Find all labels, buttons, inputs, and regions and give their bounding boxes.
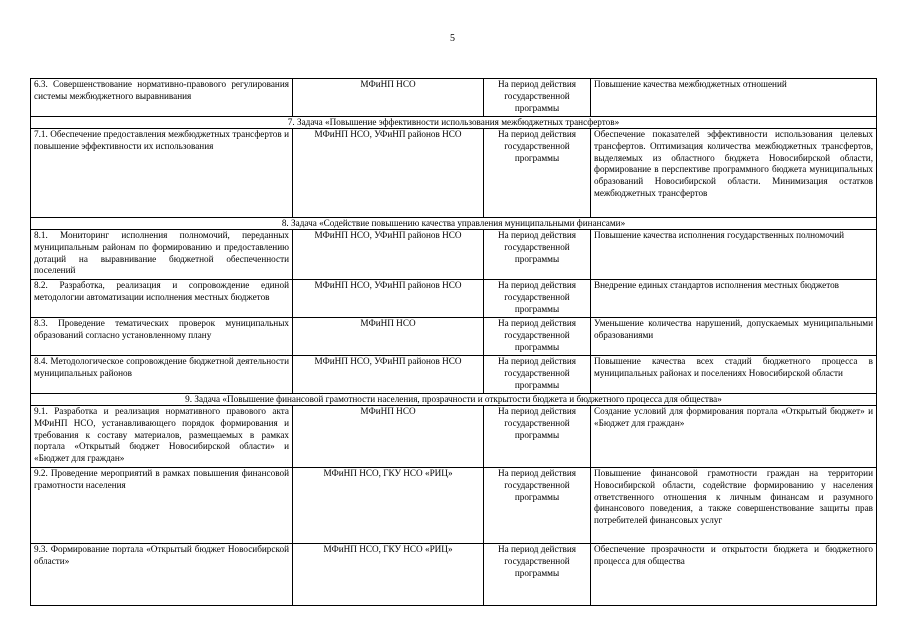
table-row <box>31 406 877 468</box>
executor-cell: МФиНП НСО <box>293 318 484 356</box>
section-title: 9. Задача «Повышение финансовой грамотности населения, прозрачности и открытости бюджета и бюджетного процесса для общества» <box>31 394 877 406</box>
table-row <box>31 318 877 356</box>
term-cell: На период действия государственной программы <box>484 468 591 544</box>
executor-cell: МФиНП НСО, УФиНП районов НСО <box>293 280 484 318</box>
term-cell: На период действия государственной программы <box>484 356 591 394</box>
result-cell: Повышение качества исполнения государственных полномочий <box>591 230 877 280</box>
result-cell: Обеспечение прозрачности и открытости бюджета и бюджетного процесса для общества <box>591 544 877 606</box>
section-header-row <box>31 394 877 406</box>
result-cell: Создание условий для формирования портала «Открытый бюджет» и «Бюджет для граждан» <box>591 406 877 468</box>
result-cell: Повышение качества всех стадий бюджетного процесса в муниципальных районах и поселениях Новосибирской области <box>591 356 877 394</box>
measure-cell: 8.4. Методологическое сопровождение бюджетной деятельности муниципальных районов <box>31 356 293 394</box>
measure-cell: 7.1. Обеспечение предоставления межбюджетных трансфертов и повышение эффективности их использования <box>31 129 293 218</box>
term-cell: На период действия государственной программы <box>484 280 591 318</box>
executor-cell: МФиНП НСО, УФиНП районов НСО <box>293 230 484 280</box>
section-title: 8. Задача «Содействие повышению качества управления муниципальными финансами» <box>31 218 877 230</box>
term-cell: На период действия государственной программы <box>484 129 591 218</box>
executor-cell: МФиНП НСО, ГКУ НСО «РИЦ» <box>293 468 484 544</box>
term-cell: На период действия государственной программы <box>484 544 591 606</box>
executor-cell: МФиНП НСО <box>293 406 484 468</box>
executor-cell: МФиНП НСО <box>293 79 484 117</box>
measure-cell: 6.3. Совершенствование нормативно-правового регулирования системы межбюджетного выравнивания <box>31 79 293 117</box>
section-header-row <box>31 117 877 129</box>
measure-cell: 9.1. Разработка и реализация нормативного правового акта МФиНП НСО, устанавливающего порядок формирования и требования к составу материалов, размещаемых в рамках портала «Открытый бюджет Новосибирской области» и «Бюджет для граждан» <box>31 406 293 468</box>
measure-cell: 9.3. Формирование портала «Открытый бюджет Новосибирской области» <box>31 544 293 606</box>
table-row <box>31 79 877 117</box>
executor-cell: МФиНП НСО, УФиНП районов НСО <box>293 129 484 218</box>
term-cell: На период действия государственной программы <box>484 406 591 468</box>
table-row <box>31 356 877 394</box>
table-row <box>31 544 877 606</box>
table-row <box>31 129 877 218</box>
section-title: 7. Задача «Повышение эффективности использования межбюджетных трансфертов» <box>31 117 877 129</box>
executor-cell: МФиНП НСО, УФиНП районов НСО <box>293 356 484 394</box>
executor-cell: МФиНП НСО, ГКУ НСО «РИЦ» <box>293 544 484 606</box>
page-number: 5 <box>450 33 455 44</box>
result-cell: Повышение качества межбюджетных отношений <box>591 79 877 117</box>
measure-cell: 9.2. Проведение мероприятий в рамках повышения финансовой грамотности населения <box>31 468 293 544</box>
result-cell: Уменьшение количества нарушений, допускаемых муниципальными образованиями <box>591 318 877 356</box>
term-cell: На период действия государственной программы <box>484 79 591 117</box>
result-cell: Обеспечение показателей эффективности использования целевых трансфертов. Оптимизация количества межбюджетных трансфертов, выделяемых из областного бюджета Новосибирской области, формирование в перспективе программного бюджета муниципальных образований Новосибирской области. Минимизация остатков межбюджетных трансфертов <box>591 129 877 218</box>
term-cell: На период действия государственной программы <box>484 230 591 280</box>
measure-cell: 8.2. Разработка, реализация и сопровождение единой методологии автоматизации исполнения местных бюджетов <box>31 280 293 318</box>
section-header-row <box>31 218 877 230</box>
table-row <box>31 230 877 280</box>
measure-cell: 8.3. Проведение тематических проверок муниципальных образований согласно установленному плану <box>31 318 293 356</box>
measure-cell: 8.1. Мониторинг исполнения полномочий, переданных муниципальным районам по формированию и предоставлению дотаций на выравнивание бюджетной обеспеченности поселений <box>31 230 293 280</box>
result-cell: Внедрение единых стандартов исполнения местных бюджетов <box>591 280 877 318</box>
measures-table <box>30 78 877 606</box>
term-cell: На период действия государственной программы <box>484 318 591 356</box>
table-row <box>31 280 877 318</box>
table-row <box>31 468 877 544</box>
result-cell: Повышение финансовой грамотности граждан на территории Новосибирской области, содействие формированию у населения ответственного отношения к личным финансам и разумного финансового поведения, а также совершенствование защиты прав потребителей финансовых услуг <box>591 468 877 544</box>
